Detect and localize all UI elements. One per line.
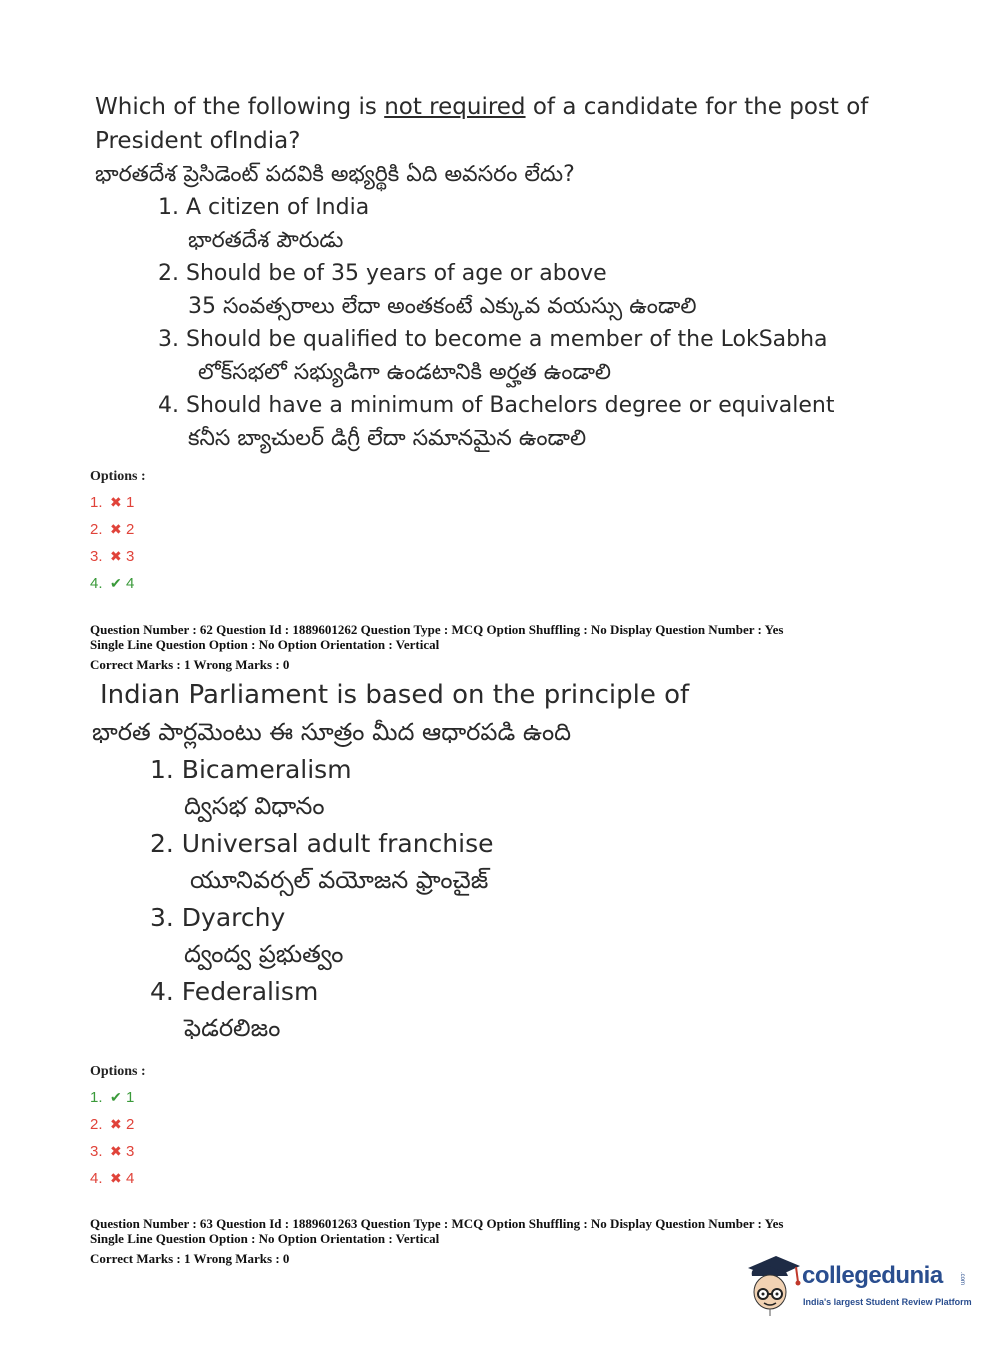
choice-text: 3. Dyarchy (150, 903, 286, 932)
choice-3 (150, 899, 900, 973)
choice-1 (158, 191, 895, 257)
option-number: 3. (90, 1143, 103, 1160)
option-number: 4. (90, 1170, 103, 1187)
cross-icon: ✖ (110, 1116, 122, 1132)
meta-line: Question Number : 62 Question Id : 1889601262 Question Type : MCQ Option Shuffling : No Display Question Number : Yes (90, 622, 784, 637)
option-row (90, 489, 146, 516)
brand-tagline: India's largest Student Review Platform (803, 1297, 972, 1307)
option-number: 1. (90, 1089, 103, 1106)
meta-line: Single Line Question Option : No Option Orientation : Vertical (90, 637, 440, 652)
question-62-meta (90, 622, 783, 672)
option-value: 3 (126, 1143, 135, 1160)
option-row (90, 1138, 146, 1165)
option-number: 3. (90, 548, 103, 565)
choice-4 (158, 389, 895, 455)
question-text: Which of the following is (95, 94, 385, 120)
brand-suffix: .com (959, 1272, 965, 1286)
choice-2 (150, 825, 900, 899)
question-61-line-2: President ofIndia? (95, 128, 301, 154)
option-number: 2. (90, 521, 103, 538)
question-61 (95, 90, 895, 455)
meta-line: Question Number : 63 Question Id : 1889601263 Question Type : MCQ Option Shuffling : No Display Question Number : Yes (90, 1216, 784, 1231)
question-61-line-1 (95, 90, 895, 124)
choice-translation: కనీస బ్యాచులర్ డిగ్రీ లేదా సమానమైన ఉండాలి (188, 426, 587, 451)
option-row (90, 570, 146, 597)
option-row (90, 1165, 146, 1192)
choice-translation: ద్విసభ విధానం (184, 792, 325, 820)
choice-translation: ద్వంద్వ ప్రభుత్వం (184, 940, 344, 968)
brand-name: collegedunia (802, 1262, 943, 1289)
choice-1 (150, 751, 900, 825)
option-row (90, 1084, 146, 1111)
option-number: 1. (90, 494, 103, 511)
cross-icon: ✖ (110, 1170, 122, 1186)
choice-text: 1. Bicameralism (150, 755, 352, 784)
option-row (90, 543, 146, 570)
question-62-line-1: Indian Parliament is based on the principle of (100, 680, 690, 710)
option-number: 2. (90, 1116, 103, 1133)
cross-icon: ✖ (110, 521, 122, 537)
option-row (90, 516, 146, 543)
option-value: 2 (126, 1116, 135, 1133)
mascot-icon (742, 1250, 804, 1318)
choice-translation: 35 సంవత్సరాలు లేదా అంతకంటే ఎక్కువ వయస్సు ఉండాలి (188, 294, 697, 319)
cross-icon: ✖ (110, 1143, 122, 1159)
choice-text: 4. Should have a minimum of Bachelors degree or equivalent (158, 393, 835, 418)
options-62 (90, 1063, 146, 1192)
option-value: 4 (126, 575, 135, 592)
option-value: 1 (126, 1089, 135, 1106)
choice-2 (158, 257, 895, 323)
check-icon: ✔ (110, 1089, 122, 1105)
choice-4 (150, 973, 900, 1047)
choice-text: 2. Should be of 35 years of age or above (158, 261, 607, 286)
cross-icon: ✖ (110, 548, 122, 564)
option-value: 2 (126, 521, 135, 538)
choice-translation: యూనివర్సల్ వయోజన ఫ్రాంచైజ్ (190, 866, 489, 894)
question-63-meta (90, 1216, 783, 1266)
option-value: 1 (126, 494, 135, 511)
meta-line: Single Line Question Option : No Option Orientation : Vertical (90, 1231, 440, 1246)
option-value: 3 (126, 548, 135, 565)
choice-text: 4. Federalism (150, 977, 319, 1006)
options-61 (90, 468, 146, 597)
cross-icon: ✖ (110, 494, 122, 510)
option-number: 4. (90, 575, 103, 592)
choice-translation: లోక్‌సభలో సభ్యుడిగా ఉండటానికి అర్హత ఉండాలి (198, 360, 612, 385)
question-text: of a candidate for the post of (525, 94, 869, 120)
choice-translation: భారతదేశ పౌరుడు (188, 228, 344, 253)
option-value: 4 (126, 1170, 135, 1187)
collegedunia-logo (742, 1250, 972, 1320)
question-62-telugu: భారత పార్లమెంటు ఈ సూత్రం మీద ఆధారపడి ఉంది (92, 718, 572, 746)
choice-3 (158, 323, 895, 389)
underlined-text: not required (384, 94, 526, 120)
options-header: Options : (90, 469, 146, 484)
meta-line: Correct Marks : 1 Wrong Marks : 0 (90, 657, 290, 672)
check-icon: ✔ (110, 575, 122, 591)
option-row (90, 1111, 146, 1138)
choice-translation: ఫెడరలిజం (184, 1014, 281, 1042)
choice-text: 3. Should be qualified to become a member of the LokSabha (158, 327, 828, 352)
question-62 (92, 676, 900, 1047)
question-61-telugu: భారతదేశ ప్రెసిడెంట్ పదవికి అభ్యర్థికి ఏది అవసరం లేదు? (95, 162, 575, 187)
choice-text: 1. A citizen of India (158, 195, 370, 220)
choice-text: 2. Universal adult franchise (150, 829, 494, 858)
meta-line: Correct Marks : 1 Wrong Marks : 0 (90, 1251, 290, 1266)
options-header: Options : (90, 1064, 146, 1079)
